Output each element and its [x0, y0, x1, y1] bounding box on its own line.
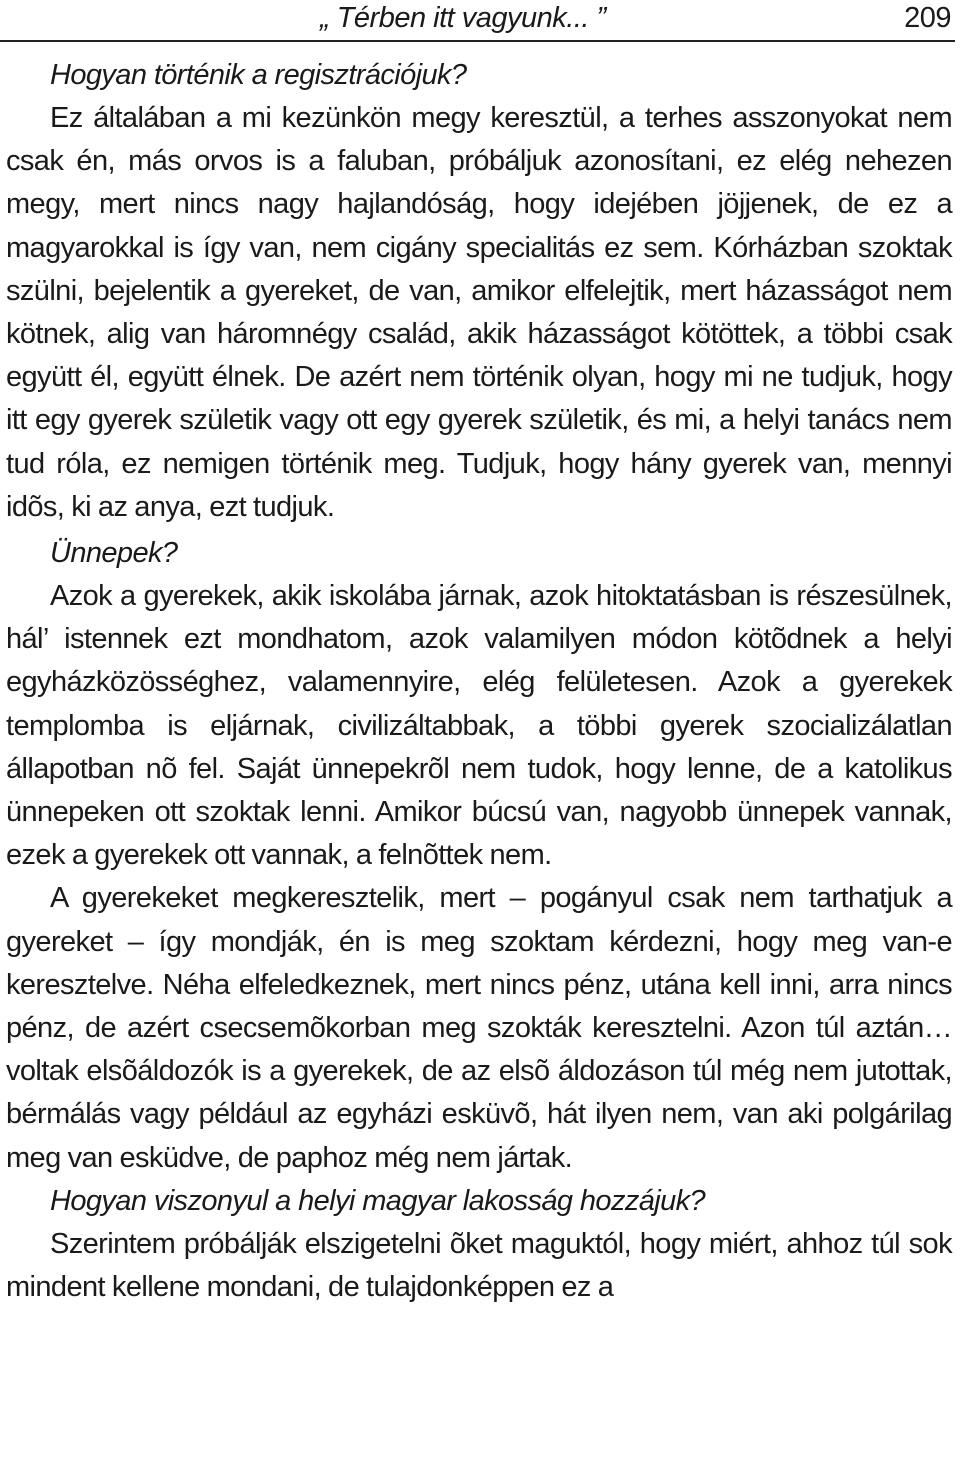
interview-question: Ünnepek? — [50, 537, 178, 570]
answer-paragraph: Szerintem próbálják elszigetelni õket maguktól, hogy miért, ahhoz túl sok mindent kellene mondani, de tulajdonképpen ez a — [6, 1227, 952, 1304]
body-text — [6, 54, 952, 1309]
interview-question: Hogyan viszonyul a helyi magyar lakosság hozzájuk? — [50, 1184, 706, 1217]
running-head — [0, 0, 955, 42]
page-number: 209 — [904, 2, 951, 34]
running-title: „ Térben itt vagyunk... ” — [320, 2, 606, 34]
answer-paragraph: Ez általában a mi kezünkön megy keresztül, a terhes asszonyokat nem csak én, más orvos is a faluban, próbáljuk azonosítani, ez elég nehezen megy, mert nincs nagy hajlandóság, hogy idejében jöjjenek, de ez a magyarokkal is így van, nem cigány specialitás ez sem. Kórházban szoktak szülni, bejelentik a gyereket, de van, amikor elfelejtik, mert házasságot nem kötnek, alig van háromnégy család, akik házasságot kötöttek, a többi csak együtt él, együtt élnek. De azért nem történik olyan, hogy mi ne tudjuk, hogy itt egy gyerek születik vagy ott egy gyerek születik, és mi, a helyi tanács nem tud róla, ez nemigen történik meg. Tudjuk, hogy hány gyerek van, mennyi idõs, ki az anya, ezt tudjuk. — [6, 102, 952, 523]
answer-paragraph: A gyerekeket megkeresztelik, mert – pogányul csak nem tarthatjuk a gyereket – így mondják, én is meg szoktam kérdezni, hogy meg van-e keresztelve. Néha elfeledkeznek, mert nincs pénz, utána kell inni, arra nincs pénz, de azért csecsemõkorban meg szokták keresztelni. Azon túl aztán… voltak elsõáldozók is a gyerekek, de az elsõ áldozáson túl még nem jutottak, bérmálás vagy például az egyházi esküvõ, hát ilyen nem, van aki polgárilag meg van esküdve, de paphoz még nem jártak. — [6, 882, 952, 1174]
answer-paragraph: Azok a gyerekek, akik iskolába járnak, azok hitoktatásban is részesülnek, hál’ istennek ezt mondhatom, azok valamilyen módon kötõdnek a helyi egyházközösséghez, valamennyire, elég felületesen. Azok a gyerekek templomba is eljárnak, civilizáltabbak, a többi gyerek szocializálatlan állapotban nõ fel. Saját ünnepekrõl nem tudok, hogy lenne, de a katolikus ünnepeken ott szoktak lenni. Amikor búcsú van, nagyobb ünnepek vannak, ezek a gyerekek ott vannak, a felnõttek nem. — [6, 580, 952, 872]
interview-question: Hogyan történik a regisztrációjuk? — [50, 59, 467, 91]
